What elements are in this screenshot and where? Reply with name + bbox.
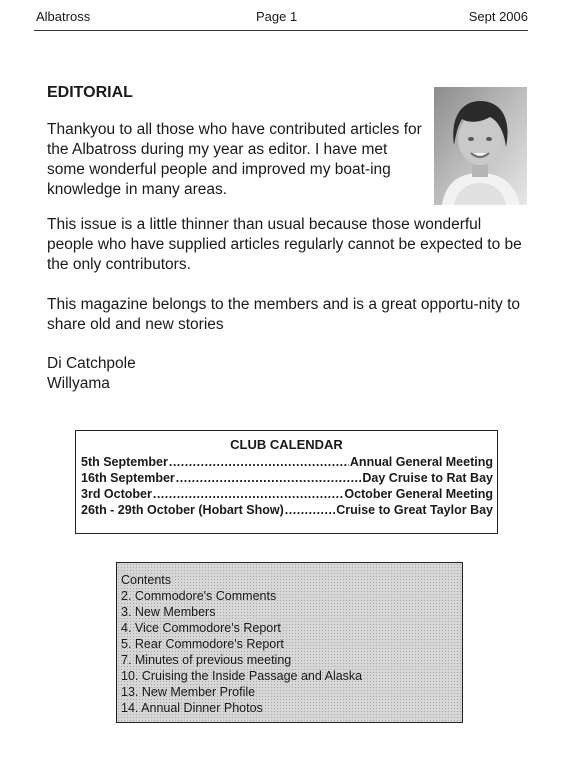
contents-item: 13. New Member Profile — [121, 685, 256, 699]
event-name: Annual General Meeting — [349, 455, 493, 469]
event-date: 5th September — [81, 455, 168, 469]
editorial-signature — [47, 354, 136, 394]
contents-item: 3. New Members — [121, 605, 216, 619]
event-date: 16th September — [81, 471, 175, 485]
event-name: October General Meeting — [344, 487, 493, 501]
contents-title: Contents — [121, 573, 172, 587]
page-header — [34, 4, 528, 31]
calendar-events — [81, 455, 493, 519]
editorial-paragraph-3: This magazine belongs to the members and is a great opportu-nity to share old and new stories — [47, 296, 521, 333]
editorial-title: EDITORIAL — [47, 84, 133, 101]
calendar-title: CLUB CALENDAR — [230, 437, 343, 452]
signature-name: Di Catchpole — [47, 355, 136, 372]
editorial-paragraph-2: This issue is a little thinner than usual because those wonderful people who have supplied articles regularly cannot be expected to be the only contributors. — [47, 216, 522, 273]
leader-dots — [169, 455, 349, 469]
contents-item: 7. Minutes of previous meeting — [121, 653, 292, 667]
calendar-event — [81, 487, 493, 503]
contents-item: 2. Commodore's Comments — [121, 589, 277, 603]
editor-photo — [434, 87, 527, 205]
calendar-event — [81, 471, 493, 487]
contents-item: 10. Cruising the Inside Passage and Alaska — [121, 669, 363, 683]
contents-item: 5. Rear Commodore's Report — [121, 637, 284, 651]
editorial-paragraph-1: Thankyou to all those who have contributed articles for the Albatross during my year as editor. I have met some wonderful people and improved my boat-ing knowledge in many areas. — [47, 121, 422, 198]
event-name: Day Cruise to Rat Bay — [362, 471, 493, 485]
leader-dots — [285, 503, 335, 517]
club-calendar — [75, 430, 498, 534]
calendar-event — [81, 503, 493, 519]
leader-dots — [176, 471, 362, 485]
contents-box — [116, 562, 463, 723]
signature-boat: Willyama — [47, 375, 110, 392]
calendar-event — [81, 455, 493, 471]
publication-name: Albatross — [36, 9, 91, 24]
page-number: Page 1 — [256, 9, 298, 24]
contents-list — [121, 572, 362, 716]
event-date: 26th - 29th October (Hobart Show) — [81, 503, 284, 517]
editor-portrait-image — [434, 87, 527, 205]
contents-item: 14. Annual Dinner Photos — [121, 701, 263, 715]
leader-dots — [153, 487, 343, 501]
event-name: Cruise to Great Taylor Bay — [336, 503, 493, 517]
contents-item: 4. Vice Commodore's Report — [121, 621, 281, 635]
issue-date: Sept 2006 — [468, 9, 528, 24]
event-date: 3rd October — [81, 487, 152, 501]
